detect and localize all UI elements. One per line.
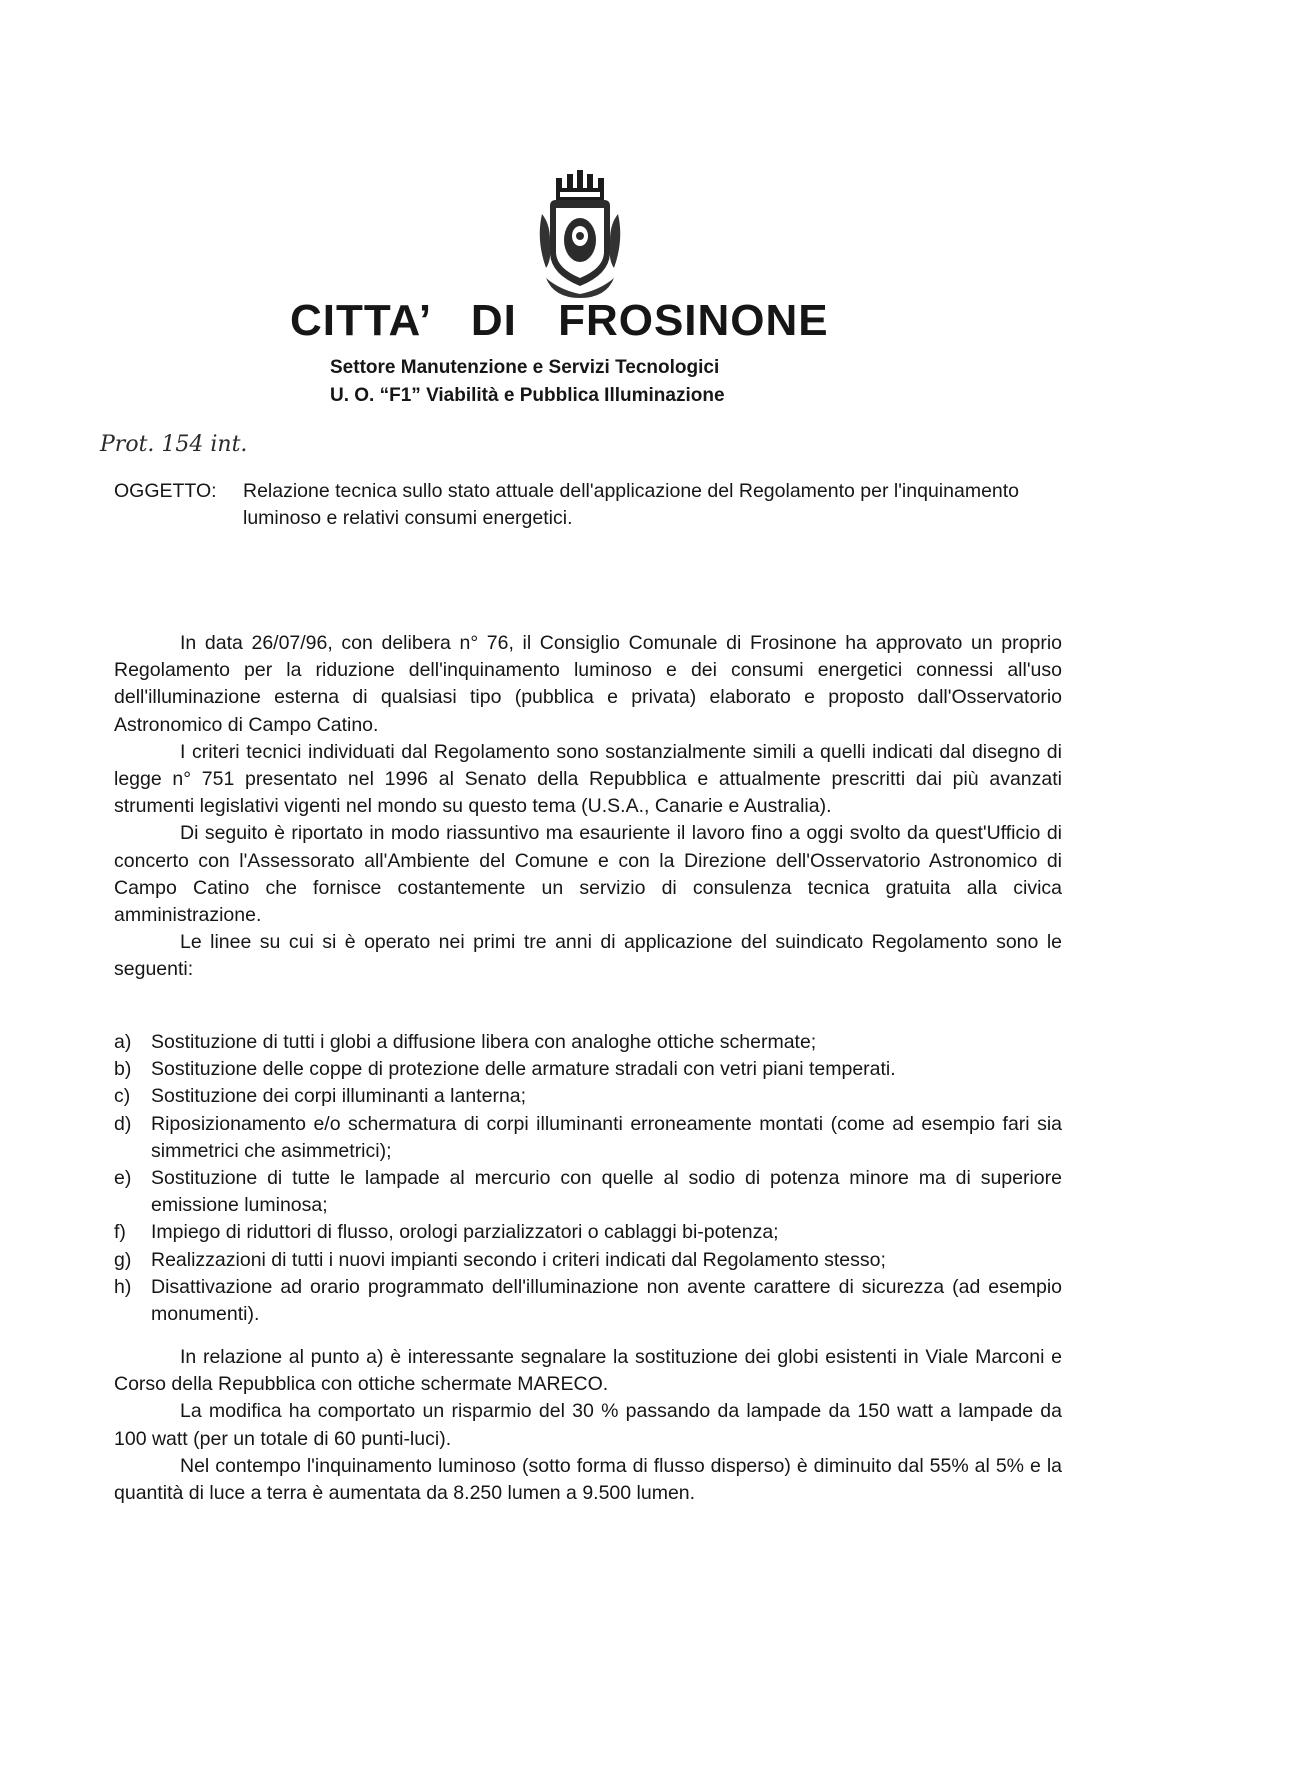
list-marker: f) [114,1221,126,1244]
city-title: CITTA’ DI FROSINONE [290,296,829,345]
subject-text: Relazione tecnica sullo stato attuale dell'applicazione del Regolamento per l'inquinamento luminoso e relativi consumi energetici. [243,480,1020,529]
list-item [114,1247,1062,1274]
list-item-text: Sostituzione dei corpi illuminanti a lanterna; [151,1085,527,1108]
list-item [114,1056,1062,1083]
list-item [114,1111,1062,1165]
list-item-text: Sostituzione delle coppe di protezione delle armature stradali con vetri piani temperati. [151,1058,896,1081]
list-marker: h) [114,1275,132,1298]
paragraph: In relazione al punto a) è interessante segnalare la sostituzione dei globi esistenti in Viale Marconi e Corso della Repubblica con ottiche schermate MARECO. [114,1346,1062,1396]
list-marker: d) [114,1112,132,1135]
subject-section [114,478,1074,532]
list-item-text: Sostituzione di tutte le lampade al mercurio con quelle al sodio di potenza minore ma di superiore emissione luminosa; [151,1167,1062,1217]
list-item-text: Riposizionamento e/o schermatura di corpi illuminanti erroneamente montati (come ad esempio fari sia simmetrici che asimmetrici); [151,1112,1062,1162]
list-item-text: Impiego di riduttori di flusso, orologi parzializzatori o cablaggi bi-potenza; [151,1221,779,1244]
list-marker: g) [114,1248,132,1271]
list-marker: a) [114,1031,132,1053]
list-item [114,1219,1062,1246]
list-marker: b) [114,1058,132,1081]
intro-section [114,630,1062,984]
paragraph: La modifica ha comportato un risparmio del 30 % passando da lampade da 150 watt a lampade da 100 watt (per un totale di 60 punti-luci). [114,1400,1062,1450]
list-item-text: Disattivazione ad orario programmato dell'illuminazione non avente carattere di sicurezza (ad esempio monumenti). [151,1275,1062,1326]
paragraph: Le linee su cui si è operato nei primi tre anni di applicazione del suindicato Regolamento sono le seguenti: [114,931,1062,981]
list-item [114,1274,1062,1328]
list-marker: c) [114,1085,131,1108]
list-marker: e) [114,1167,132,1190]
measures-list [114,1029,1062,1328]
list-item-text: Sostituzione di tutti i globi a diffusione libera con analoghe ottiche schermate; [151,1031,817,1053]
list-item [114,1165,1062,1219]
list-item [114,1083,1062,1110]
subject-label: OGGETTO: [114,480,217,502]
paragraph: In data 26/07/96, con delibera n° 76, il Consiglio Comunale di Frosinone ha approvato un proprio Regolamento per la riduzione dell'inquinamento luminoso e dei consumi energetici connessi all'uso dell'illuminazione esterna di qualsiasi tipo (pubblica e privata) elaborato e proposto dall'Osservatorio Astronomico di Campo Catino. [114,632,1062,736]
paragraph: Nel contempo l'inquinamento luminoso (sotto forma di flusso disperso) è diminuito dal 55% al 5% e la quantità di luce a terra è aumentata da 8.250 lumen a 9.500 lumen. [114,1454,1062,1505]
closing-section [114,1344,1062,1507]
list-item [114,1029,1062,1056]
list-item-text: Realizzazioni di tutti i nuovi impianti secondo i criteri indicati dal Regolamento stesso; [151,1248,886,1271]
paragraph: I criteri tecnici individuati dal Regolamento sono sostanzialmente simili a quelli indicati dal disegno di legge n° 751 presentato nel 1996 al Senato della Repubblica e attualmente prescritti dai più avanzati strumenti legislativi vigenti nel mondo su questo tema (U.S.A., Canarie e Australia). [114,740,1062,818]
handwritten-protocol-note: Prot. 154 int. [100,432,248,457]
paragraph: Di seguito è riportato in modo riassuntivo ma esauriente il lavoro fino a oggi svolto da quest'Ufficio di concerto con l'Assessorato all'Ambiente del Comune e con la Direzione dell'Osservatorio Astronomico di Campo Catino che fornisce costantemente un servizio di consulenza tecnica gratuita alla civica amministrazione. [114,822,1062,927]
operational-unit-name: U. O. “F1” Viabilità e Pubblica Illuminazione [330,385,725,406]
department-name: Settore Manutenzione e Servizi Tecnologici [330,357,720,378]
coat-of-arms-icon [536,170,624,298]
